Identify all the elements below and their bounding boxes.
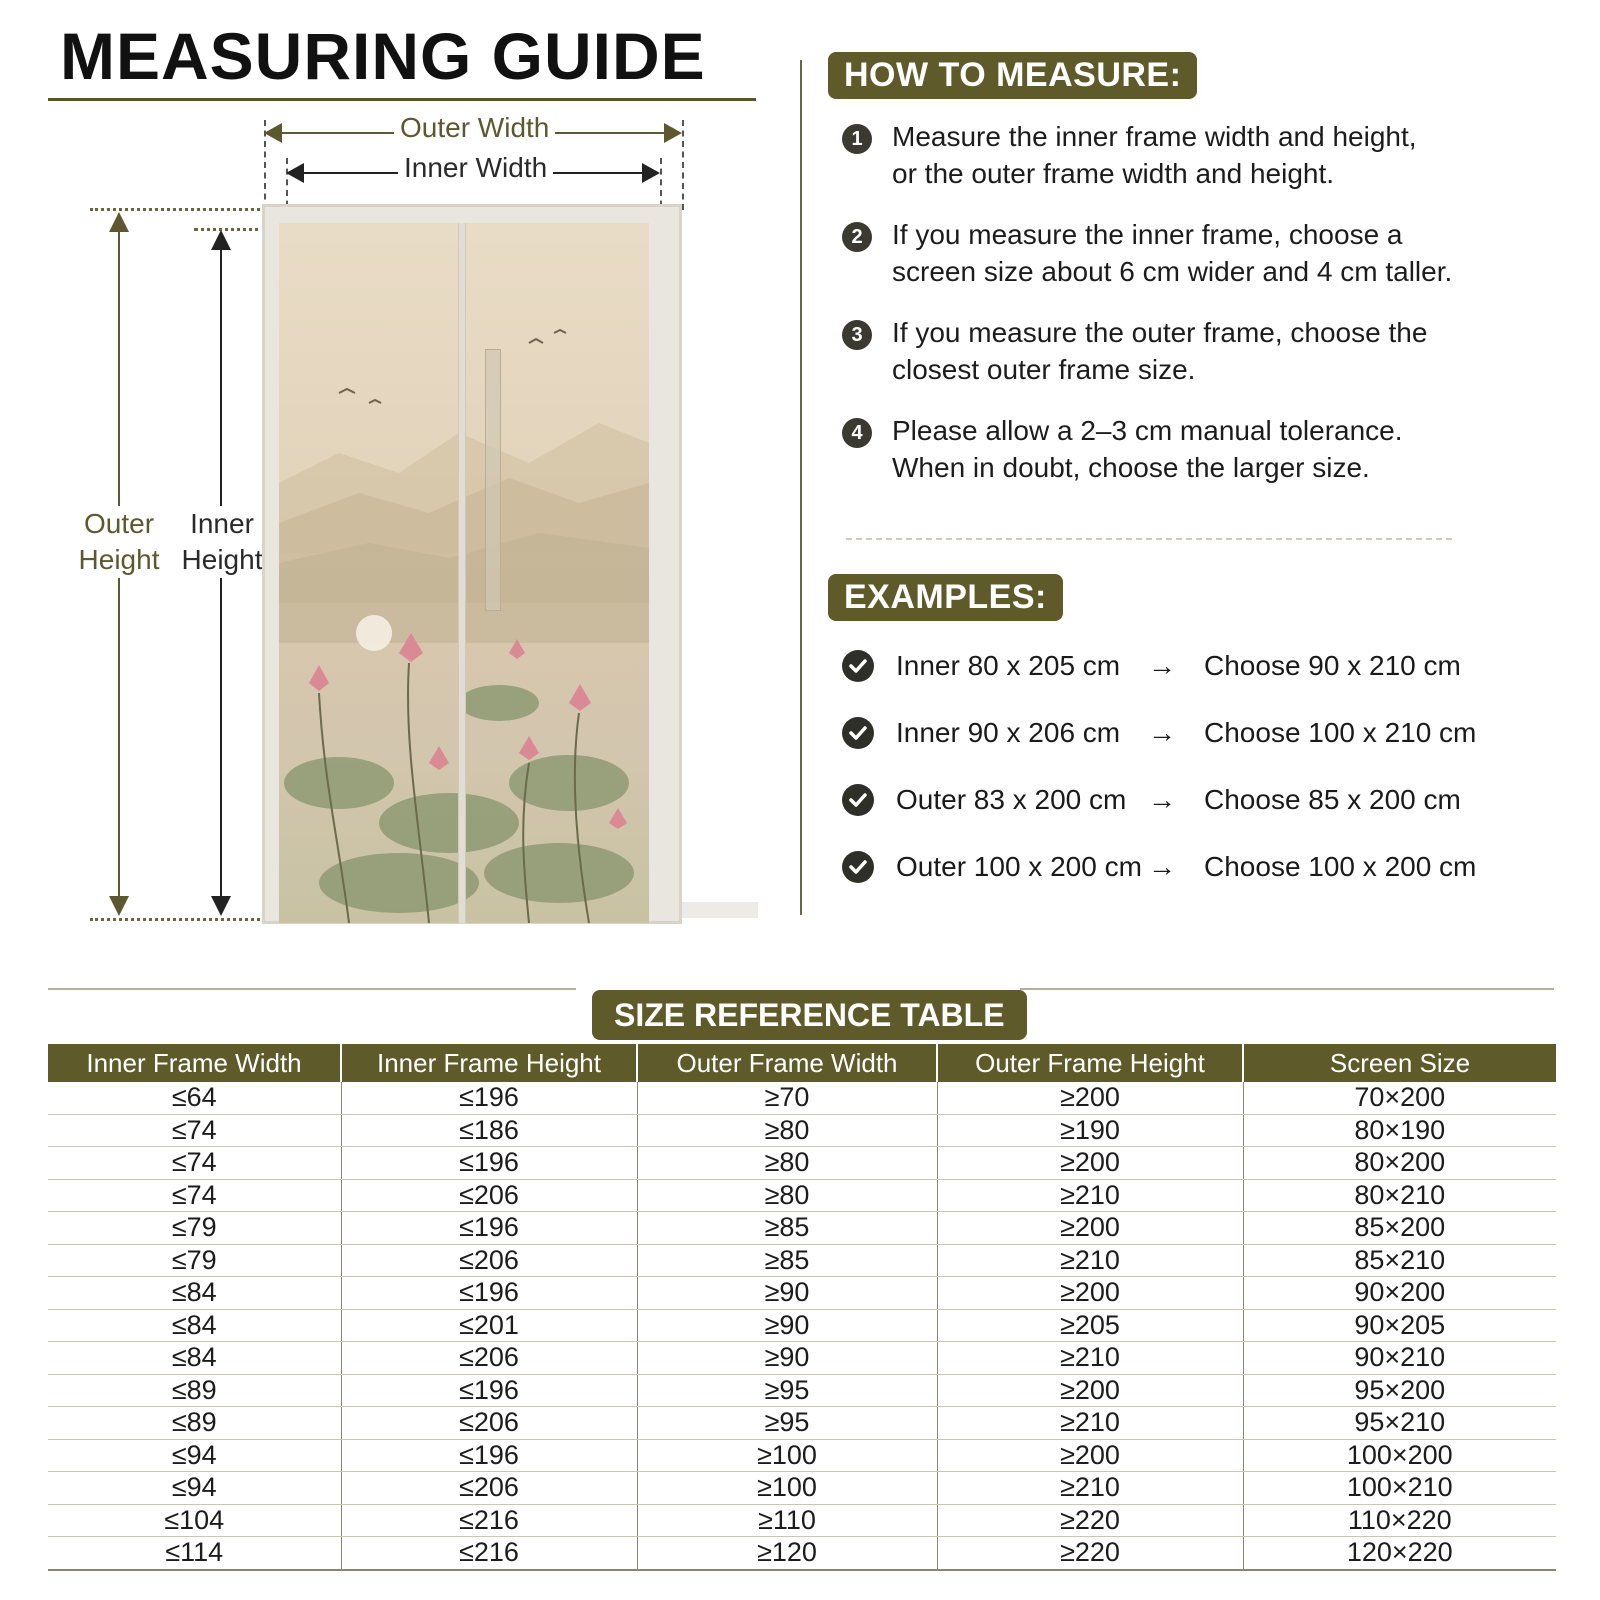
table-header-row	[48, 1044, 1556, 1082]
table-row	[48, 1179, 1556, 1212]
table-row	[48, 1374, 1556, 1407]
step-text-line: When in doubt, choose the larger size.	[892, 452, 1370, 483]
table-cell: ≤89	[48, 1374, 341, 1407]
table-cell: 110×220	[1243, 1504, 1556, 1537]
outer-width-label: Outer Width	[394, 112, 555, 144]
door-outer-frame	[262, 204, 682, 924]
table-cell: 80×200	[1243, 1147, 1556, 1180]
table-cell: ≤206	[341, 1244, 637, 1277]
door-screen-panel	[279, 223, 649, 923]
step-text	[892, 118, 1417, 192]
table-cell: 90×210	[1243, 1342, 1556, 1375]
table-cell: 120×220	[1243, 1537, 1556, 1570]
table-cell: ≤114	[48, 1537, 341, 1570]
example-row	[842, 713, 1582, 753]
table-cell: 90×205	[1243, 1309, 1556, 1342]
inner-height-label-line1: Inner	[190, 508, 254, 539]
outer-height-label-line2: Height	[78, 544, 160, 575]
table-cell: ≤79	[48, 1244, 341, 1277]
table-cell: ≥210	[937, 1342, 1243, 1375]
table-cell: ≤206	[341, 1472, 637, 1505]
section-divider	[846, 538, 1452, 540]
example-output: Choose 100 x 200 cm	[1204, 851, 1477, 882]
table-cell: ≤186	[341, 1114, 637, 1147]
example-input: Outer 83 x 200 cm	[896, 784, 1127, 815]
example-input: Inner 90 x 206 cm	[896, 717, 1121, 748]
arrow-right-icon: →	[1148, 717, 1176, 748]
table-cell: ≥110	[637, 1504, 937, 1537]
how-to-measure-heading: HOW TO MEASURE:	[828, 52, 1197, 99]
column-header: Screen Size	[1243, 1044, 1556, 1082]
column-divider	[800, 60, 802, 915]
table-row	[48, 1472, 1556, 1505]
table-cell: ≤94	[48, 1439, 341, 1472]
inner-height-label	[172, 506, 272, 578]
step-text-line: or the outer frame width and height.	[892, 158, 1335, 189]
size-reference-table	[48, 1044, 1556, 1571]
table-cell: ≥200	[937, 1212, 1243, 1245]
table-cell: ≥120	[637, 1537, 937, 1570]
arrow-left-icon	[264, 123, 282, 143]
table-cell: ≤79	[48, 1212, 341, 1245]
table-cell: ≥90	[637, 1309, 937, 1342]
table-cell: ≤64	[48, 1082, 341, 1114]
table-row	[48, 1309, 1556, 1342]
table-cell: 95×200	[1243, 1374, 1556, 1407]
example-output: Choose 90 x 210 cm	[1204, 650, 1461, 681]
column-header: Outer Frame Width	[637, 1044, 937, 1082]
step-item	[842, 412, 1582, 486]
table-row	[48, 1504, 1556, 1537]
table-cell: 70×200	[1243, 1082, 1556, 1114]
table-cell: ≤196	[341, 1147, 637, 1180]
door-center-seam	[458, 223, 466, 923]
table-cell: ≤196	[341, 1082, 637, 1114]
arrow-right-icon: →	[1148, 784, 1176, 815]
table-row	[48, 1212, 1556, 1245]
column-header: Outer Frame Height	[937, 1044, 1243, 1082]
table-cell: ≥210	[937, 1244, 1243, 1277]
table-cell: 85×210	[1243, 1244, 1556, 1277]
table-cell: 100×200	[1243, 1439, 1556, 1472]
inner-width-label: Inner Width	[398, 152, 553, 184]
table-title-rule	[1020, 988, 1554, 990]
table-cell: ≤201	[341, 1309, 637, 1342]
examples-heading: EXAMPLES:	[828, 574, 1063, 621]
step-text-line: If you measure the inner frame, choose a	[892, 219, 1403, 250]
step-text-line: If you measure the outer frame, choose the	[892, 317, 1428, 348]
example-input: Inner 80 x 205 cm	[896, 650, 1121, 681]
table-cell: ≤206	[341, 1179, 637, 1212]
table-cell: ≥220	[937, 1537, 1243, 1570]
table-cell: ≥205	[937, 1309, 1243, 1342]
table-cell: ≥210	[937, 1407, 1243, 1440]
example-input: Outer 100 x 200 cm	[896, 851, 1142, 882]
table-cell: ≥210	[937, 1472, 1243, 1505]
table-cell: ≥200	[937, 1082, 1243, 1114]
example-output: Choose 85 x 200 cm	[1204, 784, 1461, 815]
step-number-badge: 2	[842, 222, 872, 252]
check-circle-icon	[842, 784, 874, 816]
table-row	[48, 1439, 1556, 1472]
step-text-line: screen size about 6 cm wider and 4 cm taller.	[892, 256, 1453, 287]
table-cell: ≤74	[48, 1179, 341, 1212]
example-row	[842, 847, 1582, 887]
example-output: Choose 100 x 210 cm	[1204, 717, 1477, 748]
table-cell: ≥80	[637, 1114, 937, 1147]
table-row	[48, 1537, 1556, 1570]
step-text-line: Please allow a 2–3 cm manual tolerance.	[892, 415, 1403, 446]
table-cell: ≥220	[937, 1504, 1243, 1537]
arrow-right-icon: →	[1148, 650, 1176, 681]
step-item	[842, 118, 1582, 192]
table-cell: ≥80	[637, 1179, 937, 1212]
column-header: Inner Frame Width	[48, 1044, 341, 1082]
step-number-badge: 1	[842, 124, 872, 154]
step-text	[892, 314, 1427, 388]
outer-height-label	[64, 506, 174, 578]
table-row	[48, 1082, 1556, 1114]
arrow-right-icon: →	[1148, 851, 1176, 882]
table-cell: ≤216	[341, 1504, 637, 1537]
table-cell: ≥90	[637, 1342, 937, 1375]
table-cell: 80×210	[1243, 1179, 1556, 1212]
table-cell: ≥95	[637, 1374, 937, 1407]
table-title: SIZE REFERENCE TABLE	[592, 990, 1027, 1040]
table-cell: 80×190	[1243, 1114, 1556, 1147]
example-row	[842, 646, 1582, 686]
step-text-line: closest outer frame size.	[892, 354, 1196, 385]
step-number-badge: 4	[842, 418, 872, 448]
table-cell: 95×210	[1243, 1407, 1556, 1440]
table-cell: ≤196	[341, 1374, 637, 1407]
check-circle-icon	[842, 851, 874, 883]
table-cell: ≥95	[637, 1407, 937, 1440]
page-title: MEASURING GUIDE	[60, 19, 706, 93]
door-handle	[485, 349, 501, 611]
outer-height-top-guide	[90, 208, 266, 211]
table-row	[48, 1342, 1556, 1375]
table-row	[48, 1147, 1556, 1180]
table-cell: ≥200	[937, 1277, 1243, 1310]
table-cell: 90×200	[1243, 1277, 1556, 1310]
table-cell: ≤196	[341, 1212, 637, 1245]
inner-height-label-line2: Height	[181, 544, 263, 575]
table-cell: ≤206	[341, 1342, 637, 1375]
table-row	[48, 1407, 1556, 1440]
arrow-down-icon	[109, 896, 129, 916]
table-cell: ≤196	[341, 1439, 637, 1472]
table-cell: ≤196	[341, 1277, 637, 1310]
table-cell: ≤104	[48, 1504, 341, 1537]
door-diagram	[48, 110, 760, 940]
step-text-line: Measure the inner frame width and height,	[892, 121, 1417, 152]
table-cell: 100×210	[1243, 1472, 1556, 1505]
outer-height-label-line1: Outer	[83, 508, 155, 539]
arrow-up-icon	[109, 212, 129, 232]
step-text	[892, 412, 1403, 486]
table-cell: ≤84	[48, 1277, 341, 1310]
check-circle-icon	[842, 650, 874, 682]
table-cell: ≥70	[637, 1082, 937, 1114]
arrow-up-icon	[211, 230, 231, 250]
step-item	[842, 314, 1582, 388]
table-cell: ≥210	[937, 1179, 1243, 1212]
table-cell: ≤84	[48, 1309, 341, 1342]
table-cell: ≥200	[937, 1439, 1243, 1472]
column-header: Inner Frame Height	[341, 1044, 637, 1082]
table-cell: ≥100	[637, 1439, 937, 1472]
table-cell: 85×200	[1243, 1212, 1556, 1245]
height-bottom-guide	[90, 918, 266, 921]
check-circle-icon	[842, 717, 874, 749]
table-cell: ≥85	[637, 1212, 937, 1245]
table-cell: ≤94	[48, 1472, 341, 1505]
table-row	[48, 1244, 1556, 1277]
arrow-right-icon	[664, 123, 682, 143]
table-cell: ≥80	[637, 1147, 937, 1180]
table-cell: ≤74	[48, 1114, 341, 1147]
step-text	[892, 216, 1452, 290]
table-cell: ≥85	[637, 1244, 937, 1277]
table-cell: ≥90	[637, 1277, 937, 1310]
table-cell: ≥200	[937, 1374, 1243, 1407]
step-number-badge: 3	[842, 320, 872, 350]
table-cell: ≤216	[341, 1537, 637, 1570]
arrow-left-icon	[286, 163, 304, 183]
arrow-down-icon	[211, 896, 231, 916]
table-cell: ≤74	[48, 1147, 341, 1180]
table-cell: ≥190	[937, 1114, 1243, 1147]
outer-width-right-tick	[682, 120, 684, 210]
table-cell: ≥100	[637, 1472, 937, 1505]
table-title-rule	[48, 988, 576, 990]
title-divider	[48, 98, 756, 101]
table-row	[48, 1114, 1556, 1147]
table-cell: ≤89	[48, 1407, 341, 1440]
table-row	[48, 1277, 1556, 1310]
table-cell: ≥200	[937, 1147, 1243, 1180]
table-cell: ≤84	[48, 1342, 341, 1375]
table-cell: ≤206	[341, 1407, 637, 1440]
step-item	[842, 216, 1582, 290]
arrow-right-icon	[642, 163, 660, 183]
example-row	[842, 780, 1582, 820]
